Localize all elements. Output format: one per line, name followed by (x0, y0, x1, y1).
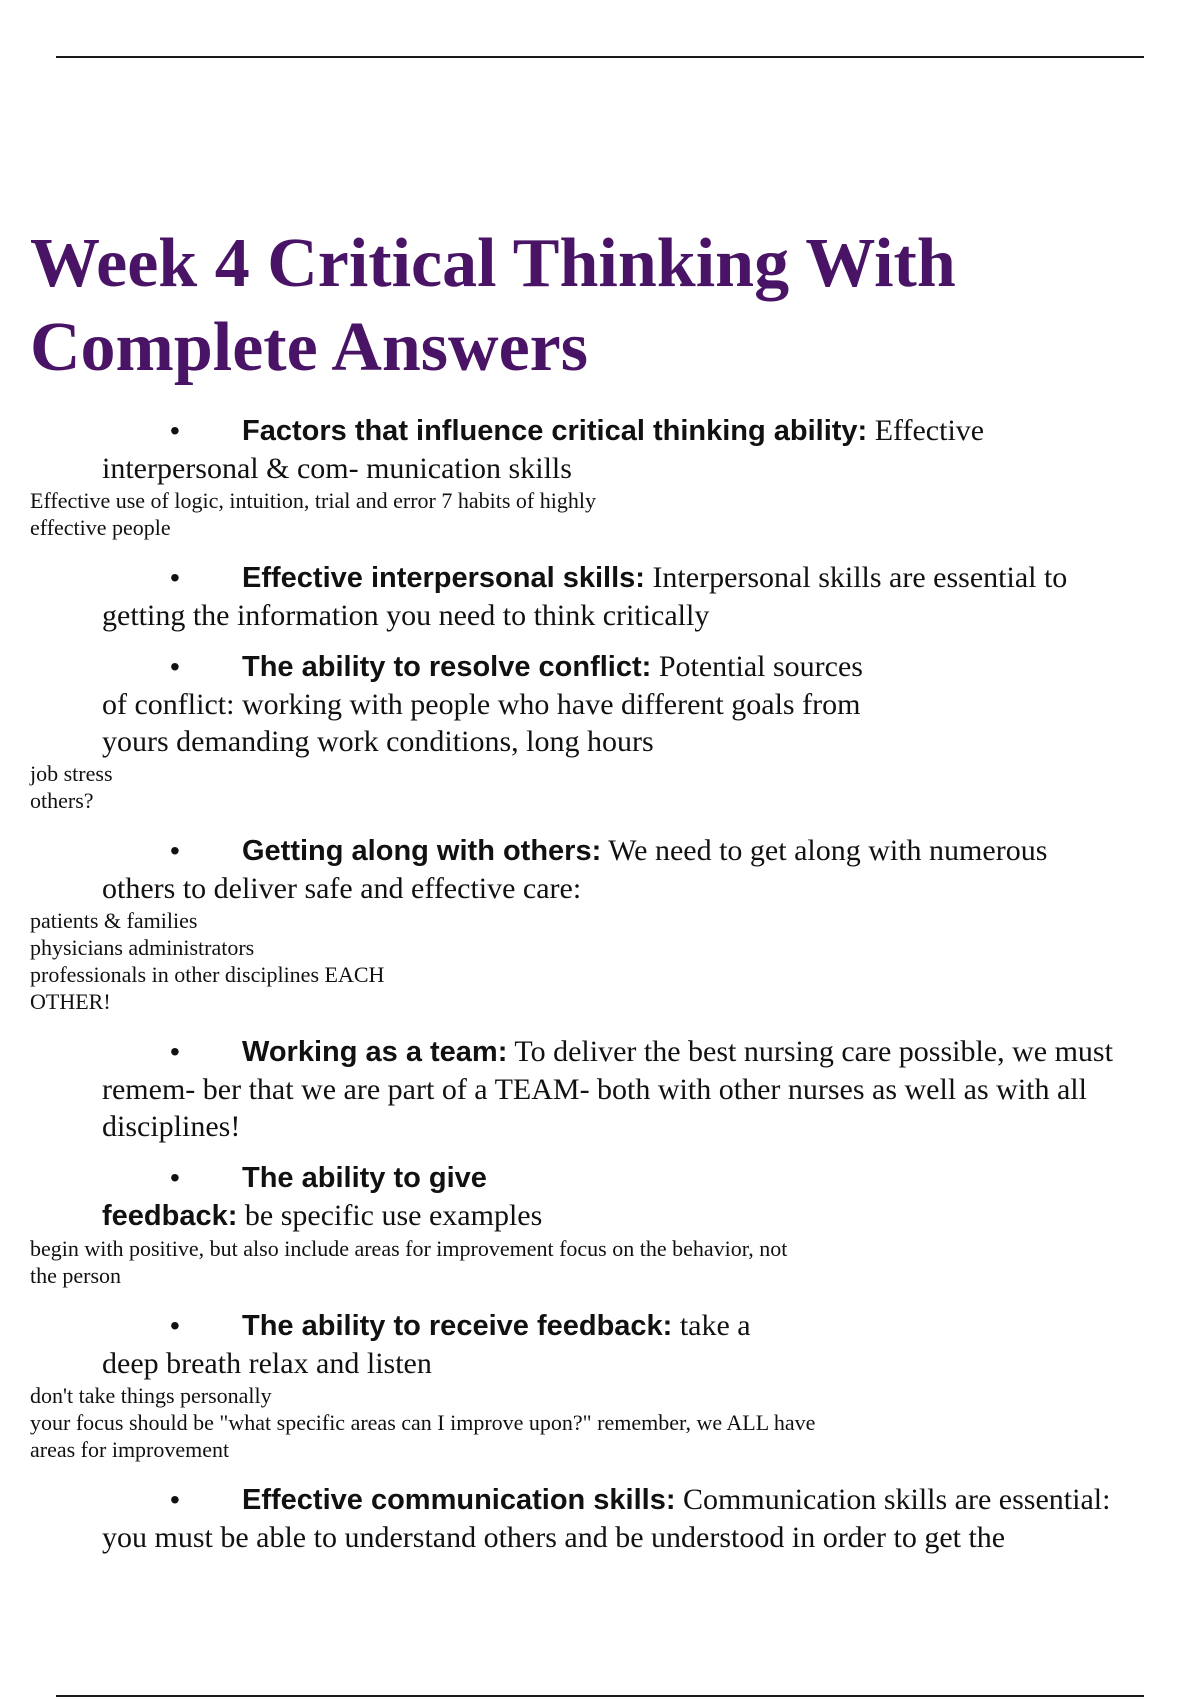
note-line: the person (30, 1263, 122, 1288)
item-text: Communication skills are essential: (675, 1483, 1111, 1516)
note-line: physicians administrators (30, 935, 255, 960)
list-item (30, 832, 1190, 907)
item-label: Getting along with others: (242, 835, 602, 867)
bullet-icon: • (170, 1484, 180, 1515)
bullet-icon: • (170, 651, 180, 682)
item-text: Potential sources (651, 650, 863, 683)
item-text-continued: remem- ber that we are part of a TEAM- both with other nurses as well as with all (102, 1073, 1087, 1106)
bullet-icon: • (170, 415, 180, 446)
item-text-continued: others to deliver safe and effective care: (102, 872, 582, 905)
item-text: To deliver the best nursing care possible, we must (507, 1035, 1113, 1068)
list-item (30, 1033, 1190, 1145)
item-text-continued: of conflict: working with people who have different goals from (102, 688, 861, 721)
note-line: don't take things personally (30, 1383, 272, 1408)
item-text-continued: getting the information you need to think critically (102, 599, 710, 632)
item-label: Effective interpersonal skills: (242, 562, 645, 594)
item-text: take a (672, 1309, 751, 1342)
note-line: others? (30, 788, 94, 813)
document-title (30, 222, 1150, 390)
item-notes (30, 907, 1190, 1015)
item-notes (30, 487, 1190, 541)
item-text-continued: interpersonal & com- munication skills (102, 452, 572, 485)
item-text: Effective (867, 414, 985, 447)
bullet-icon: • (170, 562, 180, 593)
bullet-icon: • (170, 1162, 180, 1193)
note-line: professionals in other disciplines EACH (30, 962, 385, 987)
item-notes (30, 760, 1190, 814)
title-line-2: Complete Answers (30, 309, 588, 386)
item-notes (30, 1235, 1190, 1289)
note-line: OTHER! (30, 989, 111, 1014)
item-text-continued: yours demanding work conditions, long hours (102, 725, 654, 758)
header-rule (56, 56, 1144, 58)
note-line: effective people (30, 515, 171, 540)
item-label: The ability to give (242, 1162, 487, 1194)
item-text-continued: deep breath relax and listen (102, 1347, 432, 1380)
item-label: The ability to receive feedback: (242, 1310, 673, 1342)
item-label: Effective communication skills: (242, 1484, 676, 1516)
note-line: Effective use of logic, intuition, trial and error 7 habits of highly (30, 488, 596, 513)
item-label: The ability to resolve conflict: (242, 651, 652, 683)
item-notes (30, 1382, 1190, 1463)
item-text-continued: you must be able to understand others and be understood in order to get the (102, 1521, 1006, 1554)
list-item (30, 648, 1190, 760)
item-label: Working as a team: (242, 1036, 508, 1068)
note-line: patients & families (30, 908, 198, 933)
item-label: Factors that influence critical thinking ability: (242, 415, 868, 447)
bullet-icon: • (170, 835, 180, 866)
bullet-icon: • (170, 1036, 180, 1067)
title-line-1: Week 4 Critical Thinking With (30, 225, 956, 302)
document-body (30, 412, 1190, 1556)
note-line: your focus should be "what specific areas can I improve upon?" remember, we ALL have (30, 1410, 816, 1435)
list-item (30, 559, 1190, 634)
item-text: We need to get along with numerous (601, 834, 1048, 867)
note-line: areas for improvement (30, 1437, 230, 1462)
note-line: job stress (30, 761, 113, 786)
list-item (30, 412, 1190, 487)
footer-rule (56, 1695, 1144, 1697)
list-item (30, 1481, 1190, 1556)
item-text: Interpersonal skills are essential to (644, 561, 1068, 594)
note-line: begin with positive, but also include areas for improvement focus on the behavior, not (30, 1236, 788, 1261)
item-text: be specific use examples (237, 1199, 543, 1232)
list-item (30, 1159, 1190, 1235)
item-text-continued: disciplines! (102, 1110, 241, 1143)
list-item (30, 1307, 1190, 1382)
item-label-continued: feedback: (102, 1200, 238, 1232)
bullet-icon: • (170, 1310, 180, 1341)
